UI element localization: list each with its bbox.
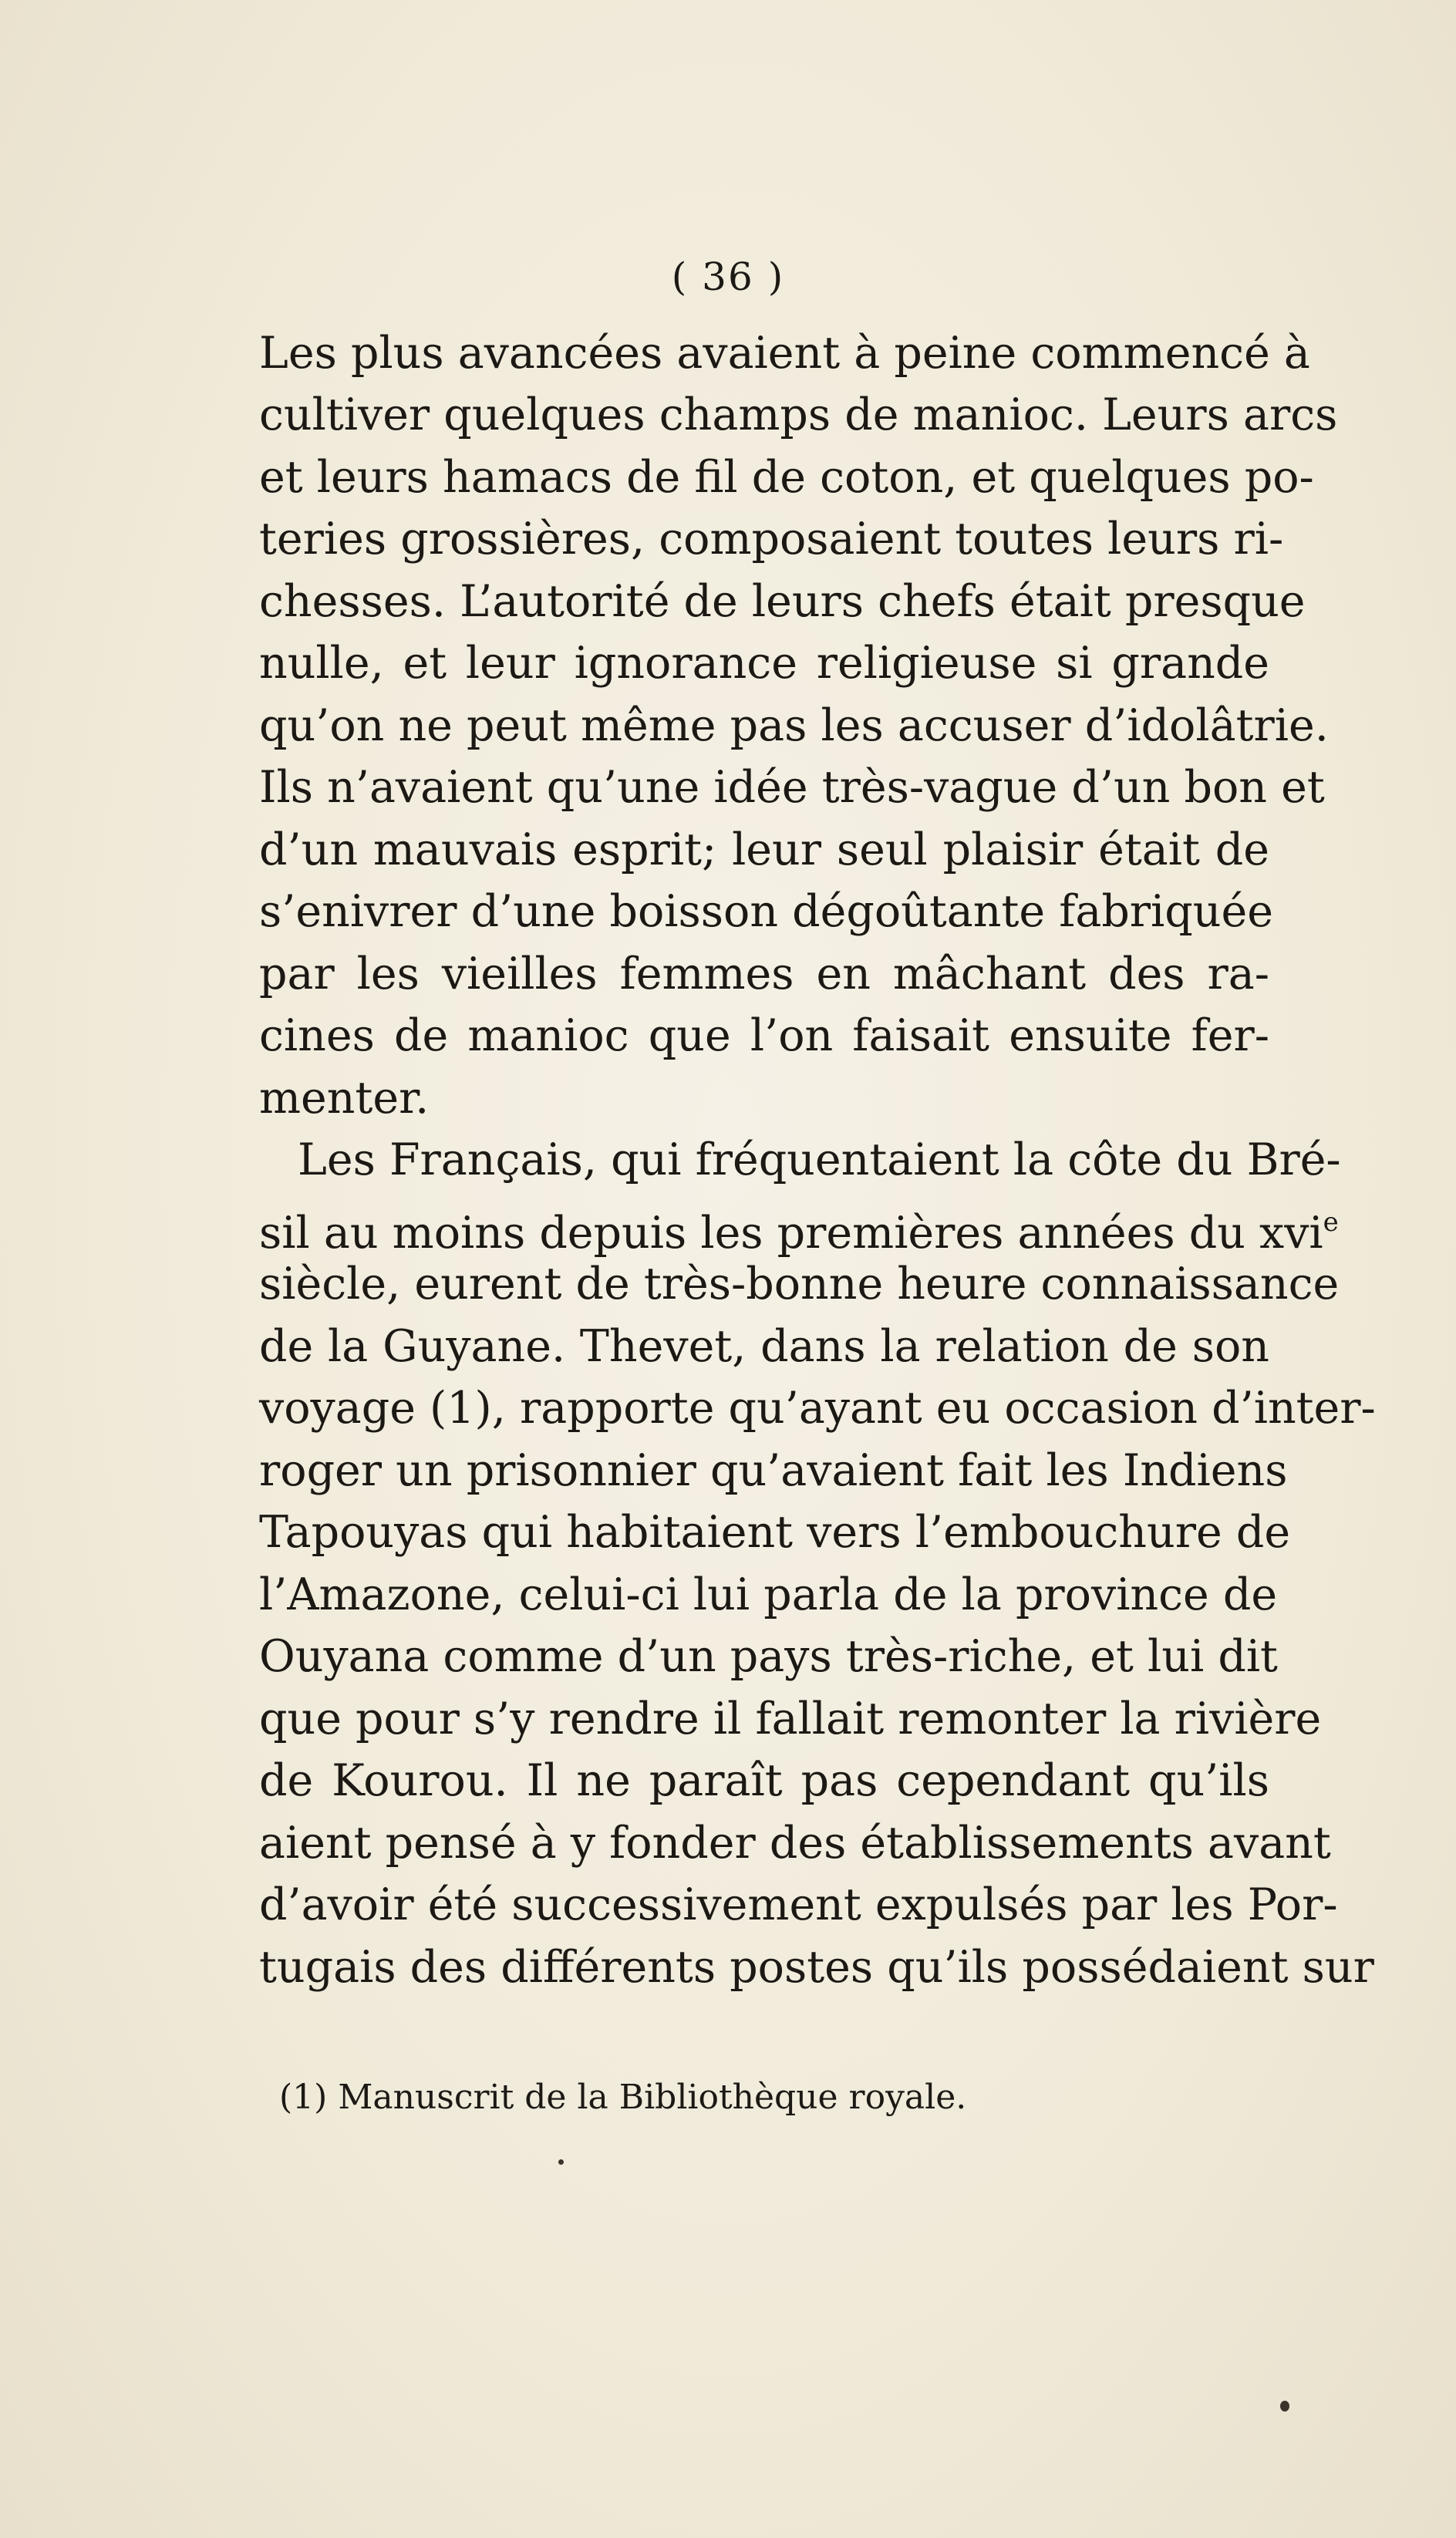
- text-line: cultiver quelques champs de manioc. Leurs arcs: [259, 389, 1338, 440]
- text-line: siècle, eurent de très-bonne heure connaissance: [259, 1259, 1340, 1309]
- text-line: par les vieilles femmes en mâchant des ra-: [259, 949, 1269, 999]
- text-line: l’Amazone, celui-ci lui parla de la province de: [259, 1569, 1278, 1620]
- text-line: qu’on ne peut même pas les accuser d’idolâtrie.: [259, 700, 1329, 751]
- text-line: de Kourou. Il ne paraît pas cependant qu’ils: [259, 1755, 1269, 1806]
- text-line: Tapouyas qui habitaient vers l’embouchure de: [259, 1507, 1291, 1558]
- text-line: et leurs hamacs de fil de coton, et quelques po-: [259, 452, 1314, 503]
- page-number: ( 36 ): [671, 254, 785, 299]
- text-line: cines de manioc que l’on faisait ensuite fer-: [259, 1010, 1269, 1061]
- text-line: teries grossières, composaient toutes leurs ri-: [259, 514, 1284, 565]
- text-line: tugais des différents postes qu’ils possédaient sur: [259, 1942, 1374, 1993]
- ink-speck: [558, 2159, 564, 2165]
- text-line-with-superscript: [259, 1191, 1339, 1259]
- text-line: d’avoir été successivement expulsés par les Por-: [259, 1879, 1338, 1930]
- text-line: Ils n’avaient qu’une idée très-vague d’un bon et: [259, 762, 1325, 813]
- footnote: (1) Manuscrit de la Bibliothèque royale.: [279, 2078, 967, 2117]
- text-line: Ouyana comme d’un pays très-riche, et lui dit: [259, 1631, 1278, 1682]
- text-line: roger un prisonnier qu’avaient fait les Indiens: [259, 1445, 1288, 1496]
- text-line: menter.: [259, 1073, 430, 1124]
- text-line: chesses. L’autorité de leurs chefs était presque: [259, 576, 1306, 627]
- text-line: Les Français, qui fréquentaient la côte du Bré-: [298, 1134, 1341, 1185]
- text-line: de la Guyane. Thevet, dans la relation de son: [259, 1321, 1269, 1372]
- text-line: que pour s’y rendre il fallait remonter la rivière: [259, 1694, 1322, 1744]
- text-line: nulle, et leur ignorance religieuse si grande: [259, 638, 1269, 689]
- text-line: aient pensé à y fonder des établissements avant: [259, 1818, 1331, 1869]
- superscript: e: [1323, 1207, 1339, 1238]
- ink-mark: [1280, 2401, 1289, 2412]
- text-line: d’un mauvais esprit; leur seul plaisir était de: [259, 824, 1269, 875]
- text-line: voyage (1), rapporte qu’ayant eu occasion d’inter-: [259, 1383, 1376, 1434]
- text-line: Les plus avancées avaient à peine commencé à: [259, 328, 1310, 379]
- text-line: s’enivrer d’une boisson dégoûtante fabriquée: [259, 886, 1273, 937]
- text-line: sil au moins depuis les premières années du xvi: [259, 1208, 1323, 1259]
